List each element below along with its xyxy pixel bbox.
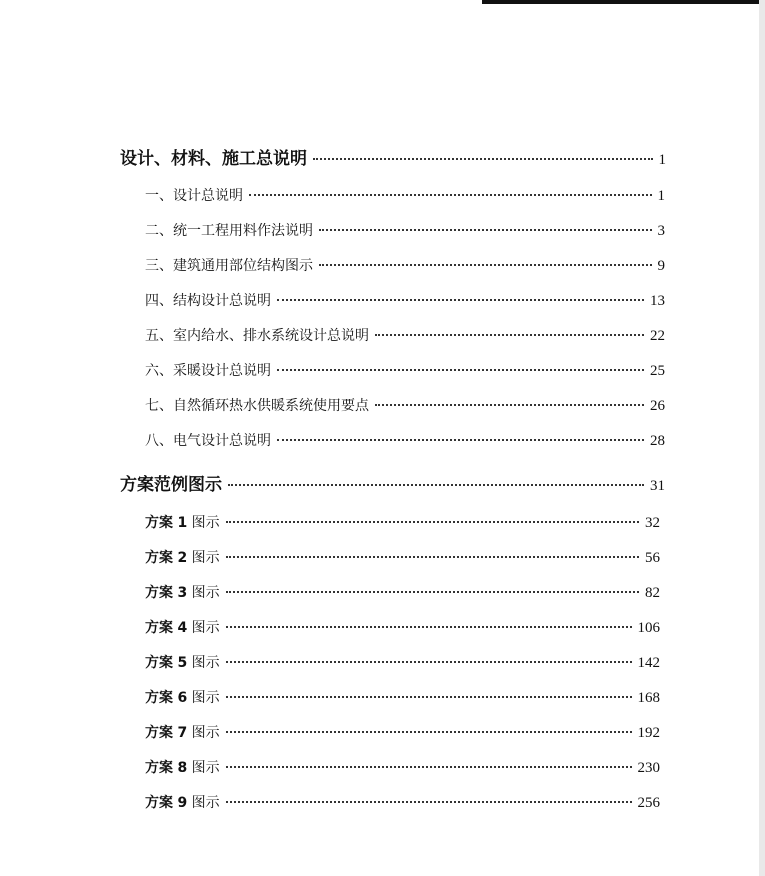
toc-item-electrical-design[interactable]	[145, 430, 665, 450]
toc-page-number: 9	[657, 258, 665, 274]
toc-item-label: 三、建筑通用部位结构图示	[145, 258, 313, 274]
toc-leader-dots	[226, 556, 639, 558]
toc-page-number: 32	[645, 515, 660, 531]
page-right-edge	[759, 0, 765, 876]
toc-item-plan-8[interactable]	[145, 757, 660, 777]
toc-leader-dots	[277, 369, 644, 371]
toc-item-label: 方案 4 图示	[145, 620, 220, 636]
toc-page-number: 192	[637, 725, 660, 741]
toc-leader-dots	[226, 731, 632, 733]
toc-leader-dots	[319, 264, 652, 266]
toc-item-label: 七、自然循环热水供暖系统使用要点	[145, 398, 369, 414]
toc-item-plan-6[interactable]	[145, 687, 660, 707]
toc-item-materials-methods[interactable]	[145, 220, 665, 240]
toc-page-number: 1	[658, 152, 666, 168]
toc-item-label: 方案 2 图示	[145, 550, 220, 566]
toc-section-design-materials-construction[interactable]	[120, 144, 666, 169]
toc-page-number: 82	[645, 585, 660, 601]
toc-page-number: 13	[650, 293, 665, 309]
toc-item-plan-5[interactable]	[145, 652, 660, 672]
toc-item-label: 二、统一工程用料作法说明	[145, 223, 313, 239]
toc-item-plan-3[interactable]	[145, 582, 660, 602]
toc-page-number: 25	[650, 363, 665, 379]
toc-page-number: 1	[657, 188, 665, 204]
toc-item-building-structure-diagrams[interactable]	[145, 255, 665, 275]
toc-item-plan-4[interactable]	[145, 617, 660, 637]
toc-leader-dots	[375, 404, 644, 406]
toc-page-number: 256	[637, 795, 660, 811]
toc-item-water-drainage[interactable]	[145, 325, 665, 345]
toc-leader-dots	[226, 661, 632, 663]
toc-leader-dots	[249, 194, 652, 196]
toc-leader-dots	[226, 801, 632, 803]
toc-item-plan-2[interactable]	[145, 547, 660, 567]
toc-section-plan-examples[interactable]	[120, 470, 665, 495]
toc-item-label: 五、室内给水、排水系统设计总说明	[145, 328, 369, 344]
toc-page-number: 28	[650, 433, 665, 449]
toc-item-label: 方案 9 图示	[145, 795, 220, 811]
toc-page-number: 56	[645, 550, 660, 566]
toc-page-number: 26	[650, 398, 665, 414]
toc-item-heating-design[interactable]	[145, 360, 665, 380]
toc-leader-dots	[226, 766, 632, 768]
page-top-rule	[482, 0, 765, 4]
toc-leader-dots	[375, 334, 644, 336]
toc-item-structural-design[interactable]	[145, 290, 665, 310]
toc-item-label: 方案 1 图示	[145, 515, 220, 531]
toc-section-title: 方案范例图示	[120, 475, 222, 495]
toc-leader-dots	[228, 484, 644, 486]
toc-page-number: 3	[657, 223, 665, 239]
toc-leader-dots	[319, 229, 652, 231]
toc-item-label: 方案 3 图示	[145, 585, 220, 601]
toc-item-label: 方案 7 图示	[145, 725, 220, 741]
toc-leader-dots	[226, 591, 639, 593]
toc-section-title: 设计、材料、施工总说明	[120, 149, 307, 169]
toc-item-design-general[interactable]	[145, 185, 665, 205]
toc-leader-dots	[277, 439, 644, 441]
toc-page-number: 106	[637, 620, 660, 636]
toc-page-number: 31	[650, 478, 665, 494]
toc-item-label: 一、设计总说明	[145, 188, 243, 204]
toc-leader-dots	[277, 299, 644, 301]
toc-page-number: 142	[637, 655, 660, 671]
toc-leader-dots	[226, 696, 632, 698]
toc-page-number: 168	[637, 690, 660, 706]
toc-leader-dots	[226, 521, 639, 523]
toc-item-label: 方案 8 图示	[145, 760, 220, 776]
toc-item-label: 方案 6 图示	[145, 690, 220, 706]
toc-page-number: 22	[650, 328, 665, 344]
toc-item-label: 四、结构设计总说明	[145, 293, 271, 309]
toc-page-number: 230	[637, 760, 660, 776]
toc-item-plan-1[interactable]	[145, 512, 660, 532]
toc-item-plan-7[interactable]	[145, 722, 660, 742]
toc-item-label: 六、采暖设计总说明	[145, 363, 271, 379]
toc-leader-dots	[226, 626, 632, 628]
toc-leader-dots	[313, 158, 653, 160]
toc-item-label: 八、电气设计总说明	[145, 433, 271, 449]
toc-item-hot-water-heating[interactable]	[145, 395, 665, 415]
toc-item-label: 方案 5 图示	[145, 655, 220, 671]
toc-item-plan-9[interactable]	[145, 792, 660, 812]
